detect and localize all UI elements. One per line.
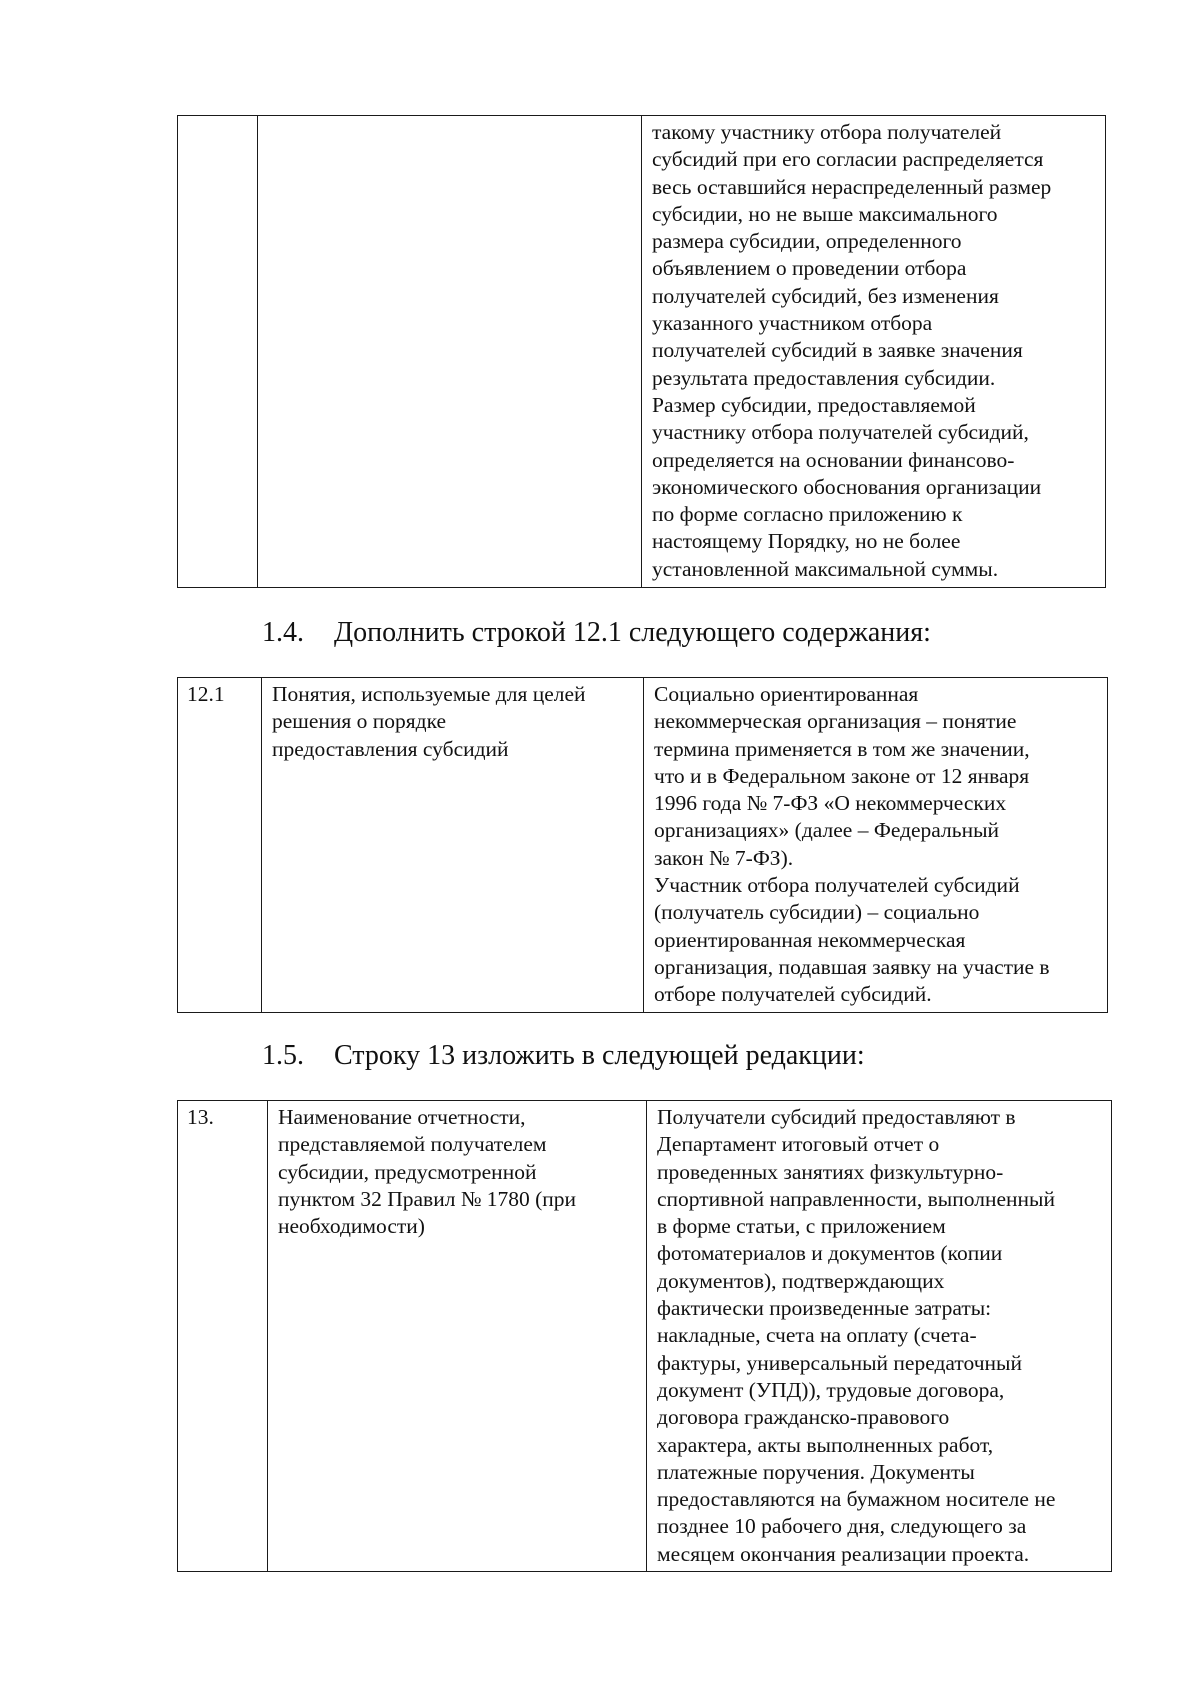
table-row [178,1101,1112,1572]
continuation-table [177,115,1106,588]
table-row [178,678,1108,1013]
row-number-cell: 12.1 [178,678,262,1013]
section-text: Строку 13 изложить в следующей редакции: [334,1040,865,1071]
section-heading-1-5 [262,1040,865,1072]
row-content-cell: Социально ориентированная некоммерческая организация – понятие термина применяется в том же значении, что и в Федеральном законе от 12 января 1996 года № 7-ФЗ «О некоммерческих организациях» (далее – Федеральный закон № 7-ФЗ). Участник отбора получателей субсидий (получатель субсидии) – социально ориентированная некоммерческая организация, подавшая заявку на участие в отборе получателей субсидий. [644,678,1108,1013]
row-number-cell: 13. [178,1101,268,1572]
section-heading-1-4 [262,617,931,649]
row-content-cell: такому участнику отбора получателей субсидий при его согласии распределяется весь оставшийся нераспределенный размер субсидии, но не выше максимального размера субсидии, определенного объявлением о проведении отбора получателей субсидий, без изменения указанного участником отбора получателей субсидий в заявке значения результата предоставления субсидии. Размер субсидии, предоставляемой участнику отбора получателей субсидий, определяется на основании финансово- экономического обоснования организации по форме согласно приложению к настоящему Порядку, но не более установленной максимальной суммы. [642,116,1106,588]
section-number: 1.5. [262,1040,304,1071]
row-12-1-table [177,677,1108,1013]
section-text: Дополнить строкой 12.1 следующего содержания: [334,617,931,648]
row-number-cell [178,116,258,588]
section-number: 1.4. [262,617,304,648]
row-content-cell: Получатели субсидий предоставляют в Департамент итоговый отчет о проведенных занятиях физкультурно- спортивной направленности, выполненный в форме статьи, с приложением фотоматериалов и документов (копии документов), подтверждающих фактически произведенные затраты: накладные, счета на оплату (счета- фактуры, универсальный передаточный документ (УПД)), трудовые договора, договора гражданско-правового характера, акты выполненных работ, платежные поручения. Документы предоставляются на бумажном носителе не позднее 10 рабочего дня, следующего за месяцем окончания реализации проекта. [647,1101,1112,1572]
table-row [178,116,1106,588]
row-13-table [177,1100,1112,1572]
row-name-cell: Понятия, используемые для целей решения о порядке предоставления субсидий [262,678,644,1013]
row-name-cell: Наименование отчетности, представляемой получателем субсидии, предусмотренной пунктом 32 Правил № 1780 (при необходимости) [268,1101,647,1572]
row-name-cell [258,116,642,588]
